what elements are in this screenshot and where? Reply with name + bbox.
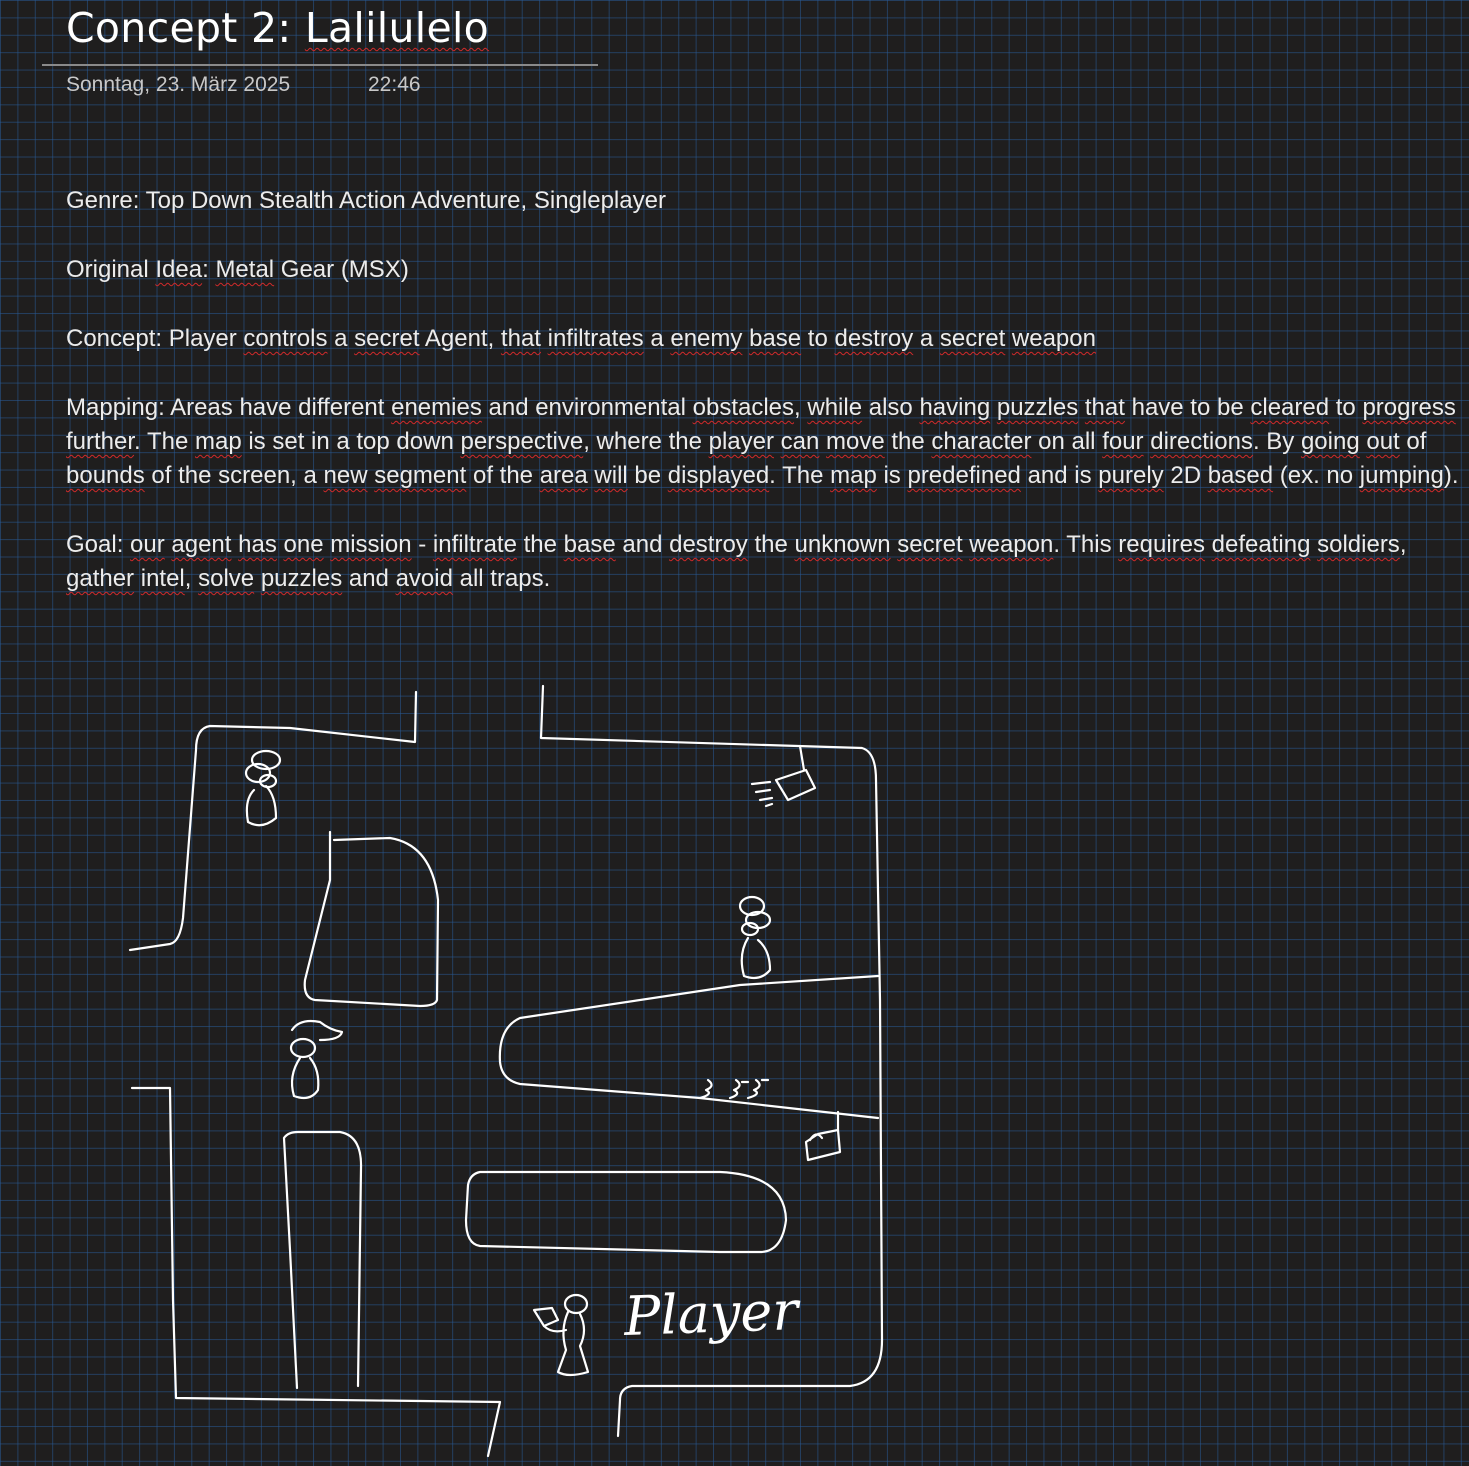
wall-left-lower xyxy=(132,1088,500,1456)
center-wall xyxy=(500,976,878,1118)
pillar xyxy=(284,1132,361,1388)
security-camera-icon xyxy=(752,746,815,806)
player-handwritten-label: Player xyxy=(622,1278,800,1349)
page-time: 22:46 xyxy=(368,73,421,96)
page-title[interactable]: Concept 2: Lalilulelo xyxy=(66,4,490,52)
player-character-icon xyxy=(534,1295,588,1375)
page-date: Sonntag, 23. März 2025 xyxy=(66,73,291,96)
room-block xyxy=(305,832,438,1006)
mapping-paragraph[interactable]: Mapping: Areas have different enemies and environmental obstacles, while also having puzzles that have to be cleared to progress further. The map is set in a top down perspective, where the player can move the character on all four directions. By going out of bounds of the screen, a new segment of the area will be displayed. The map is predefined and is purely 2D based (ex. no jumping). xyxy=(66,394,1459,489)
lower-block xyxy=(466,1172,786,1252)
genre-paragraph[interactable]: Genre: Top Down Stealth Action Adventure, Singleplayer xyxy=(66,187,666,214)
guard-enemy-icon xyxy=(246,751,280,825)
goal-paragraph[interactable]: Goal: our agent has one mission - infiltrate the base and destroy the unknown secret weapon. This requires defeating soldiers, gather intel, solve puzzles and avoid all traps. xyxy=(66,531,1407,592)
floor-trap-icon xyxy=(700,1080,768,1098)
guard-enemy-icon xyxy=(740,897,770,978)
guard-enemy-icon xyxy=(291,1021,342,1098)
concept-paragraph[interactable]: Concept: Player controls a secret Agent, that infiltrates a enemy base to destroy a secret weapon xyxy=(66,325,1096,352)
security-camera-icon xyxy=(806,1112,840,1160)
original-idea-paragraph[interactable]: Original Idea: Metal Gear (MSX) xyxy=(66,256,409,283)
